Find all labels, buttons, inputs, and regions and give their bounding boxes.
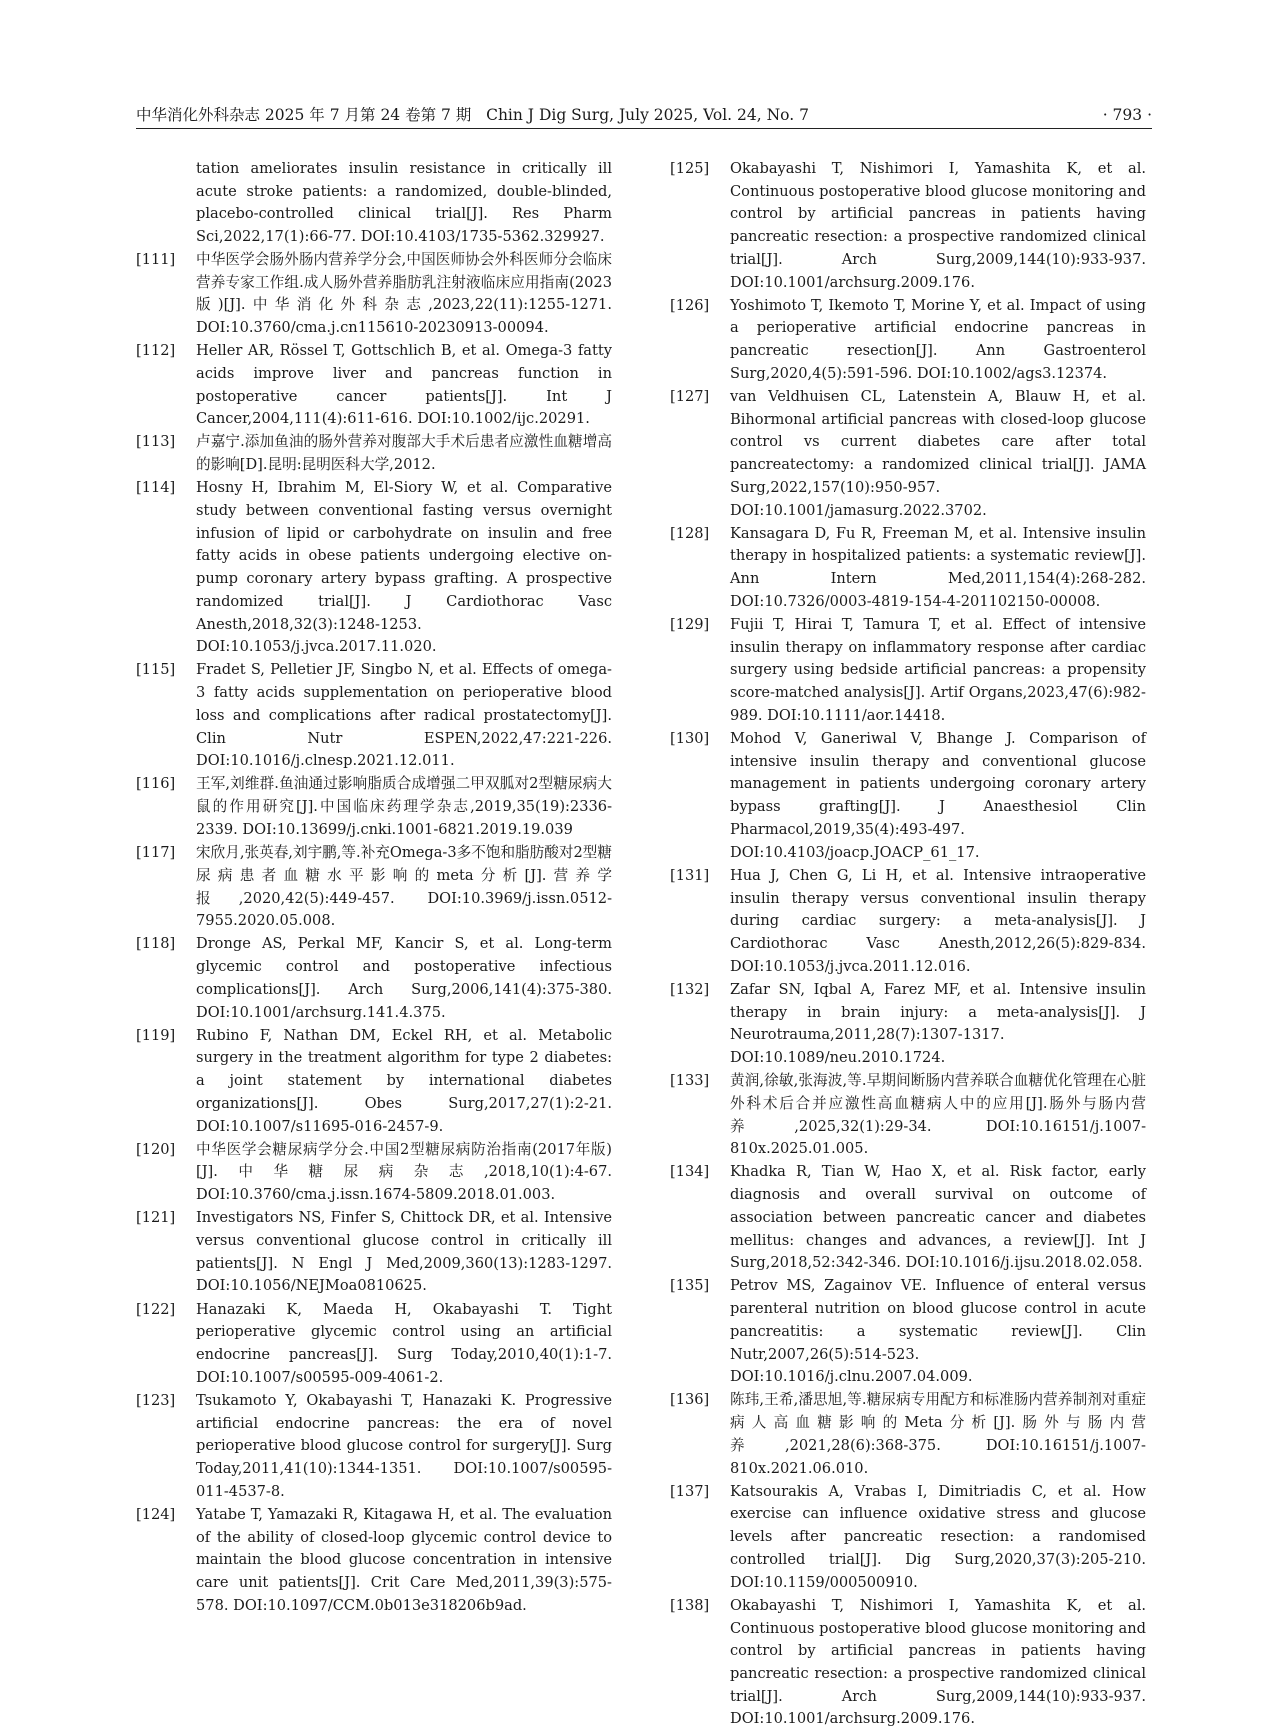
reference-text: 王军,刘维群.鱼油通过影响脂质合成增强二甲双胍对2型糖尿病大鼠的作用研究[J].中国临床药理学杂志,2019,35(19):2336-2339. DOI:10.13699/j.cnki.1001-6821.2019.19.039 <box>196 775 612 838</box>
reference-text: Heller AR, Rössel T, Gottschlich B, et al. Omega-3 fatty acids improve liver and pancreas function in postoperative cancer patients[J]. Int J Cancer,2004,111(4):611-616. DOI:10.1002/ijc.20291. <box>196 342 612 428</box>
reference-number: [113] <box>136 433 176 451</box>
reference-item <box>136 1390 612 1504</box>
reference-number: [134] <box>670 1163 710 1181</box>
reference-item <box>670 1595 1146 1731</box>
reference-item <box>136 842 612 933</box>
reference-item <box>136 1504 612 1618</box>
running-header <box>136 102 1152 129</box>
reference-text: Petrov MS, Zagainov VE. Influence of enteral versus parenteral nutrition on blood glucose control in acute pancreatitis: a systematic review[J]. Clin Nutr,2007,26(5):514-523. DOI:10.1016/j.clnu.2007.04.009. <box>730 1277 1146 1386</box>
reference-item <box>136 659 612 773</box>
reference-item <box>670 1275 1146 1389</box>
reference-number: [111] <box>136 250 176 268</box>
reference-text: Hosny H, Ibrahim M, El-Siory W, et al. Comparative study between conventional fasting versus overnight infusion of lipid or carbohydrate on insulin and free fatty acids in obese patients undergoing elective on-pump coronary artery bypass grafting. A prospective randomized trial[J]. J Cardiothorac Vasc Anesth,2018,32(3):1248-1253. DOI:10.1053/j.jvca.2017.11.020. <box>196 479 612 656</box>
reference-number: [119] <box>136 1026 176 1044</box>
reference-item <box>136 477 612 659</box>
reference-text: Hanazaki K, Maeda H, Okabayashi T. Tight perioperative glycemic control using an artificial endocrine pancreas[J]. Surg Today,2010,40(1):1-7. DOI:10.1007/s00595-009-4061-2. <box>196 1300 612 1386</box>
reference-item <box>670 158 1146 294</box>
reference-item <box>136 1139 612 1207</box>
reference-text: 黄润,徐敏,张海波,等.早期间断肠内营养联合血糖优化管理在心脏外科术后合并应激性高血糖病人中的应用[J].肠外与肠内营养,2025,32(1):29-34. DOI:10.16151/j.1007-810x.2025.01.005. <box>730 1072 1146 1158</box>
reference-number: [117] <box>136 844 176 862</box>
reference-number: [133] <box>670 1072 710 1090</box>
reference-item <box>670 979 1146 1070</box>
reference-text: Investigators NS, Finfer S, Chittock DR, et al. Intensive versus conventional glucose control in critically ill patients[J]. N Engl J Med,2009,360(13):1283-1297. DOI:10.1056/NEJMoa0810625. <box>196 1209 612 1295</box>
reference-number: [135] <box>670 1277 710 1295</box>
reference-text: Rubino F, Nathan DM, Eckel RH, et al. Metabolic surgery in the treatment algorithm for type 2 diabetes: a joint statement by international diabetes organizations[J]. Obes Surg,2017,27(1):2-21. DOI:10.1007/s11695-016-2457-9. <box>196 1026 612 1135</box>
reference-number: [114] <box>136 479 176 497</box>
reference-item <box>670 1161 1146 1275</box>
journal-title-en: Chin J Dig Surg, July 2025, Vol. 24, No. 7 <box>486 106 809 124</box>
reference-item <box>670 523 1146 614</box>
reference-item <box>136 1025 612 1139</box>
reference-item <box>670 295 1146 386</box>
reference-number: [115] <box>136 661 176 679</box>
reference-item <box>136 431 612 476</box>
reference-text: Kansagara D, Fu R, Freeman M, et al. Intensive insulin therapy in hospitalized patients: a systematic review[J]. Ann Intern Med,2011,154(4):268-282. DOI:10.7326/0003-4819-154-4-201102150-00008. <box>730 524 1146 610</box>
reference-number: [137] <box>670 1482 710 1500</box>
reference-number: [118] <box>136 935 176 953</box>
reference-number: [120] <box>136 1140 176 1158</box>
reference-text: Hua J, Chen G, Li H, et al. Intensive intraoperative insulin therapy versus conventional insulin therapy during cardiac surgery: a meta-analysis[J]. J Cardiothorac Vasc Anesth,2012,26(5):829-834. DOI:10.1053/j.jvca.2011.12.016. <box>730 866 1146 975</box>
reference-item <box>670 1389 1146 1480</box>
reference-number: [121] <box>136 1209 176 1227</box>
reference-item <box>670 1070 1146 1161</box>
reference-text: 陈玮,王希,潘思旭,等.糖尿病专用配方和标准肠内营养制剂对重症病人高血糖影响的Meta分析[J].肠外与肠内营养,2021,28(6):368-375. DOI:10.16151/j.1007-810x.2021.06.010. <box>730 1391 1146 1477</box>
reference-text: Khadka R, Tian W, Hao X, et al. Risk factor, early diagnosis and overall survival on outcome of association between pancreatic cancer and diabetes mellitus: changes and advances, a review[J]. Int J Surg,2018,52:342-346. DOI:10.1016/j.ijsu.2018.02.058. <box>730 1163 1146 1272</box>
reference-number: [126] <box>670 296 710 314</box>
reference-continuation: tation ameliorates insulin resistance in critically ill acute stroke patients: a randomized, double-blinded, placebo-controlled clinical trial[J]. Res Pharm Sci,2022,17(1):66-77. DOI:10.4103/1735-5362.329927. <box>196 160 612 246</box>
reference-text: 中华医学会肠外肠内营养学分会,中国医师协会外科医师分会临床营养专家工作组.成人肠外营养脂肪乳注射液临床应用指南(2023版)[J].中华消化外科杂志,2023,22(11):1255-1271. DOI:10.3760/cma.j.cn115610-20230913-00094. <box>196 250 612 336</box>
reference-text: 中华医学会糖尿病学分会.中国2型糖尿病防治指南(2017年版)[J].中华糖尿病杂志,2018,10(1):4-67. DOI:10.3760/cma.j.issn.1674-5809.2018.01.003. <box>196 1140 612 1204</box>
reference-number: [130] <box>670 730 710 748</box>
reference-item <box>670 865 1146 979</box>
reference-number: [122] <box>136 1300 176 1318</box>
reference-text: Zafar SN, Iqbal A, Farez MF, et al. Intensive insulin therapy in brain injury: a meta-analysis[J]. J Neurotrauma,2011,28(7):1307-1317. DOI:10.1089/neu.2010.1724. <box>730 980 1146 1066</box>
reference-text: Katsourakis A, Vrabas I, Dimitriadis C, et al. How exercise can influence oxidative stress and glucose levels after pancreatic resection: a randomised controlled trial[J]. Dig Surg,2020,37(3):205-210. DOI:10.1159/000500910. <box>730 1482 1146 1591</box>
reference-number: [128] <box>670 524 710 542</box>
reference-item <box>670 614 1146 728</box>
reference-number: [125] <box>670 160 710 177</box>
journal-citation <box>136 104 809 126</box>
reference-number: [127] <box>670 388 710 406</box>
reference-item <box>136 773 612 841</box>
reference-text: Okabayashi T, Nishimori I, Yamashita K, et al. Continuous postoperative blood glucose monitoring and control by artificial pancreas in patients having pancreatic resection: a prospective randomized clinical trial[J]. Arch Surg,2009,144(10):933-937. DOI:10.1001/archsurg.2009.176. <box>730 1596 1146 1728</box>
reference-number: [116] <box>136 775 176 793</box>
reference-text: 卢嘉宁.添加鱼油的肠外营养对腹部大手术后患者应激性血糖增高的影响[D].昆明:昆明医科大学,2012. <box>196 433 612 474</box>
reference-text: Dronge AS, Perkal MF, Kancir S, et al. Long-term glycemic control and postoperative infectious complications[J]. Arch Surg,2006,141(4):375-380. DOI:10.1001/archsurg.141.4.375. <box>196 935 612 1021</box>
reference-item <box>136 1207 612 1298</box>
reference-column-left <box>136 158 612 1628</box>
reference-item <box>136 933 612 1024</box>
reference-item <box>670 1481 1146 1595</box>
reference-number: [129] <box>670 616 710 634</box>
reference-text: van Veldhuisen CL, Latenstein A, Blauw H, et al. Bihormonal artificial pancreas with closed-loop glucose control vs current diabetes care after total pancreatectomy: a randomized clinical trial[J]. JAMA Surg,2022,157(10):950-957. DOI:10.1001/jamasurg.2022.3702. <box>730 388 1146 519</box>
reference-number: [136] <box>670 1391 710 1409</box>
reference-text: 宋欣月,张英春,刘宇鹏,等.补充Omega-3多不饱和脂肪酸对2型糖尿病患者血糖水平影响的meta分析[J].营养学报,2020,42(5):449-457. DOI:10.3969/j.issn.0512-7955.2020.05.008. <box>196 844 612 930</box>
reference-number: [112] <box>136 342 176 360</box>
reference-item <box>670 386 1146 522</box>
reference-number: [123] <box>136 1391 176 1409</box>
reference-item <box>136 249 612 340</box>
reference-text: Fradet S, Pelletier JF, Singbo N, et al. Effects of omega-3 fatty acids supplementation on perioperative blood loss and complications after radical prostatectomy[J]. Clin Nutr ESPEN,2022,47:221-226. DOI:10.1016/j.clnesp.2021.12.011. <box>196 661 612 770</box>
reference-column-right <box>670 158 1146 1728</box>
reference-number: [124] <box>136 1505 176 1523</box>
reference-text: Mohod V, Ganeriwal V, Bhange J. Comparison of intensive insulin therapy and conventional glucose management in patients undergoing coronary artery bypass grafting[J]. J Anaesthesiol Clin Pharmacol,2019,35(4):493-497. DOI:10.4103/joacp.JOACP_61_17. <box>730 730 1146 861</box>
reference-item <box>136 1299 612 1390</box>
journal-title-cn: 中华消化外科杂志 2025 年 7 月第 24 卷第 7 期 <box>136 106 472 124</box>
reference-text: Yatabe T, Yamazaki R, Kitagawa H, et al. The evaluation of the ability of closed-loop glycemic control device to maintain the blood glucose concentration in intensive care unit patients[J]. Crit Care Med,2011,39(3):575-578. DOI:10.1097/CCM.0b013e318206b9ad. <box>196 1505 612 1614</box>
reference-number: [138] <box>670 1596 710 1614</box>
reference-number: [132] <box>670 980 710 998</box>
page-number: · 793 · <box>1102 106 1152 124</box>
reference-text: Tsukamoto Y, Okabayashi T, Hanazaki K. Progressive artificial endocrine pancreas: the era of novel perioperative blood glucose control for surgery[J]. Surg Today,2011,41(10):1344-1351. DOI:10.1007/s00595-011-4537-8. <box>196 1391 612 1500</box>
reference-number: [131] <box>670 866 710 884</box>
reference-text: Fujii T, Hirai T, Tamura T, et al. Effect of intensive insulin therapy on inflammatory response after cardiac surgery using bedside artificial pancreas: a propensity score-matched analysis[J]. Artif Organs,2023,47(6):982-989. DOI:10.1111/aor.14418. <box>730 616 1146 724</box>
reference-text: Yoshimoto T, Ikemoto T, Morine Y, et al. Impact of using a perioperative artificial endocrine pancreas in pancreatic resection[J]. Ann Gastroenterol Surg,2020,4(5):591-596. DOI:10.1002/ags3.12374. <box>730 296 1146 382</box>
reference-text: Okabayashi T, Nishimori I, Yamashita K, et al. Continuous postoperative blood glucose monitoring and control by artificial pancreas in patients having pancreatic resection: a prospective randomized clinical trial[J]. Arch Surg,2009,144(10):933-937. DOI:10.1001/archsurg.2009.176. <box>730 160 1146 291</box>
reference-item <box>136 340 612 431</box>
reference-item <box>670 728 1146 864</box>
